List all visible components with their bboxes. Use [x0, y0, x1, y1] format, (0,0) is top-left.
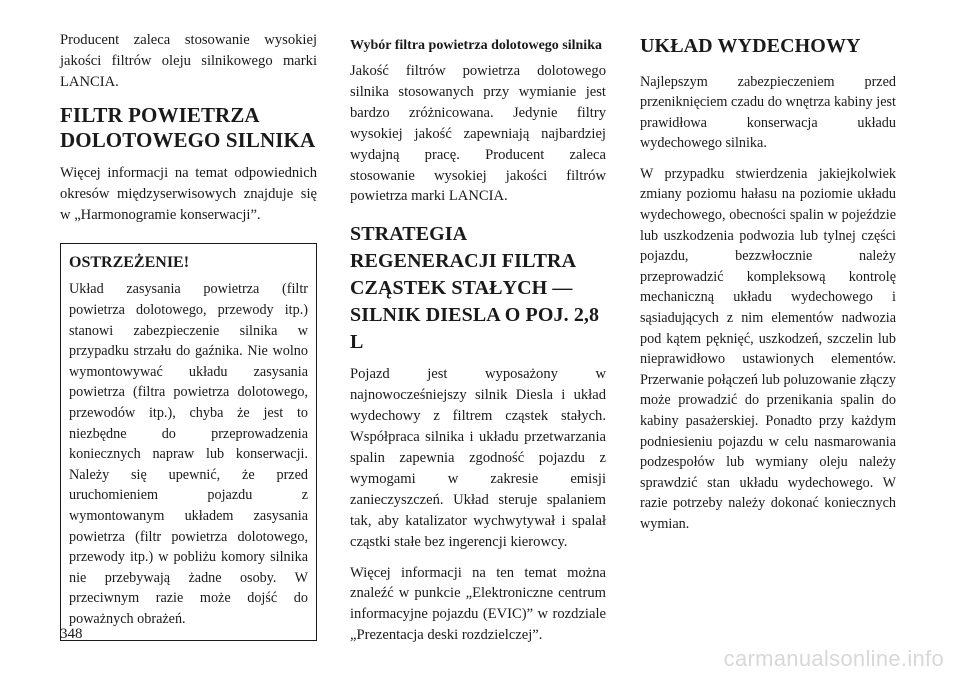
- filter-selection-paragraph: Jakość filtrów powietrza dolotowego silnika stosowanych przy wymianie jest bardzo zróżnicowana. Jedynie filtry wysokiej jakość zapewniają najbardziej wydajną pracę. Producent zaleca stosowanie wysokiej jakości filtrów powietrza marki LANCIA.: [350, 63, 606, 205]
- section-heading-exhaust: UKŁAD WYDECHOWY: [640, 35, 861, 57]
- warning-title: OSTRZEŻENIE!: [69, 254, 190, 272]
- warning-box: [60, 243, 317, 640]
- column-middle: [350, 30, 606, 656]
- watermark: carmanualsonline.info: [723, 646, 944, 671]
- section-heading-air-filter: FILTR POWIETRZA DOLOTOWEGO SILNIKA: [60, 102, 316, 153]
- regeneration-paragraph-2: Więcej informacji na ten temat można znaleźć w punkcie „Elektroniczne centrum informacyjne pojazdu (EVIC)” w rozdziale „Prezentacja deski rozdzielczej”.: [350, 564, 606, 644]
- warning-text: Układ zasysania powietrza (filtr powietrza dolotowego, przewody itp.) stanowi zabezpieczenie silnika w przypadku strzału do gaźnika. Nie wolno wymontowywać układu zasysania powietrza (filtra powietrza dolotowego, przewodów itp.), chyba że jest to niezbędne do przeprowadzenia koniecznych napraw lub konserwacji. Należy się upewnić, że przed uruchomieniem pojazdu z wymontowanym układem zasysania powietrza (filtr powietrza dolotowego, przewody itp.) w pobliżu komory silnika nie przebywają żadne osoby. W przeciwnym razie może dojść do poważnych obrażeń.: [69, 281, 308, 627]
- page-number: 348: [60, 626, 83, 642]
- column-left: [60, 30, 317, 641]
- column-right: [640, 30, 896, 545]
- exhaust-paragraph-1: Najlepszym zabezpieczeniem przed przeniknięciem czadu do wnętrza kabiny jest prawidłowa konserwacja układu wydechowego silnika.: [640, 73, 896, 152]
- exhaust-paragraph-2: W przypadku stwierdzenia jakiejkolwiek zmiany poziomu hałasu na poziomie układu wydechowego, obecności spalin w pojeździe lub uszkodzenia podwozia lub tylnej części pojazdu, bezzwłocznie należy przeprowadzić kompleksową kontrolę mechaniczną układu wydechowego i sąsiadujących z nim elementów nadwozia pod kątem pęknięć, uszkodzeń, szczelin lub nieprawidłowo ustawionych elementów. Przerwanie połączeń lub poluzowanie złączy może prowadzić do przenikania spalin do kabiny pasażerskiej. Ponadto przy każdym podniesieniu pojazdu w celu nasmarowania podzespołów lub wymiany oleju należy sprawdzić stan układu wydechowego. W razie potrzeby należy dokonać koniecznych wymian.: [640, 165, 896, 532]
- regeneration-paragraph-1: Pojazd jest wyposażony w najnowocześniejszy silnik Diesla i układ wydechowy z filtrem cząstek stałych. Współpraca silnika i układu przetwarzania spalin zapewnia zgodność pojazdu z wymogami w zakresie emisji zanieczyszczeń. Układ steruje spalaniem tak, aby katalizator wychwytywał i spalał cząstki stałe bez ingerencji kierowcy.: [350, 366, 606, 550]
- air-filter-paragraph: Więcej informacji na temat odpowiednich okresów międzyserwisowych znajduje się w „Harmonogramie konserwacji”.: [60, 164, 317, 223]
- intro-paragraph: Producent zaleca stosowanie wysokiej jakości filtrów oleju silnikowego marki LANCIA.: [60, 32, 317, 90]
- subheading-filter-selection: Wybór filtra powietrza dolotowego silnika: [350, 38, 602, 53]
- section-heading-regeneration: STRATEGIA REGENERACJI FILTRA CZĄSTEK STAŁYCH — SILNIK DIESLA O POJ. 2,8 L: [350, 223, 600, 354]
